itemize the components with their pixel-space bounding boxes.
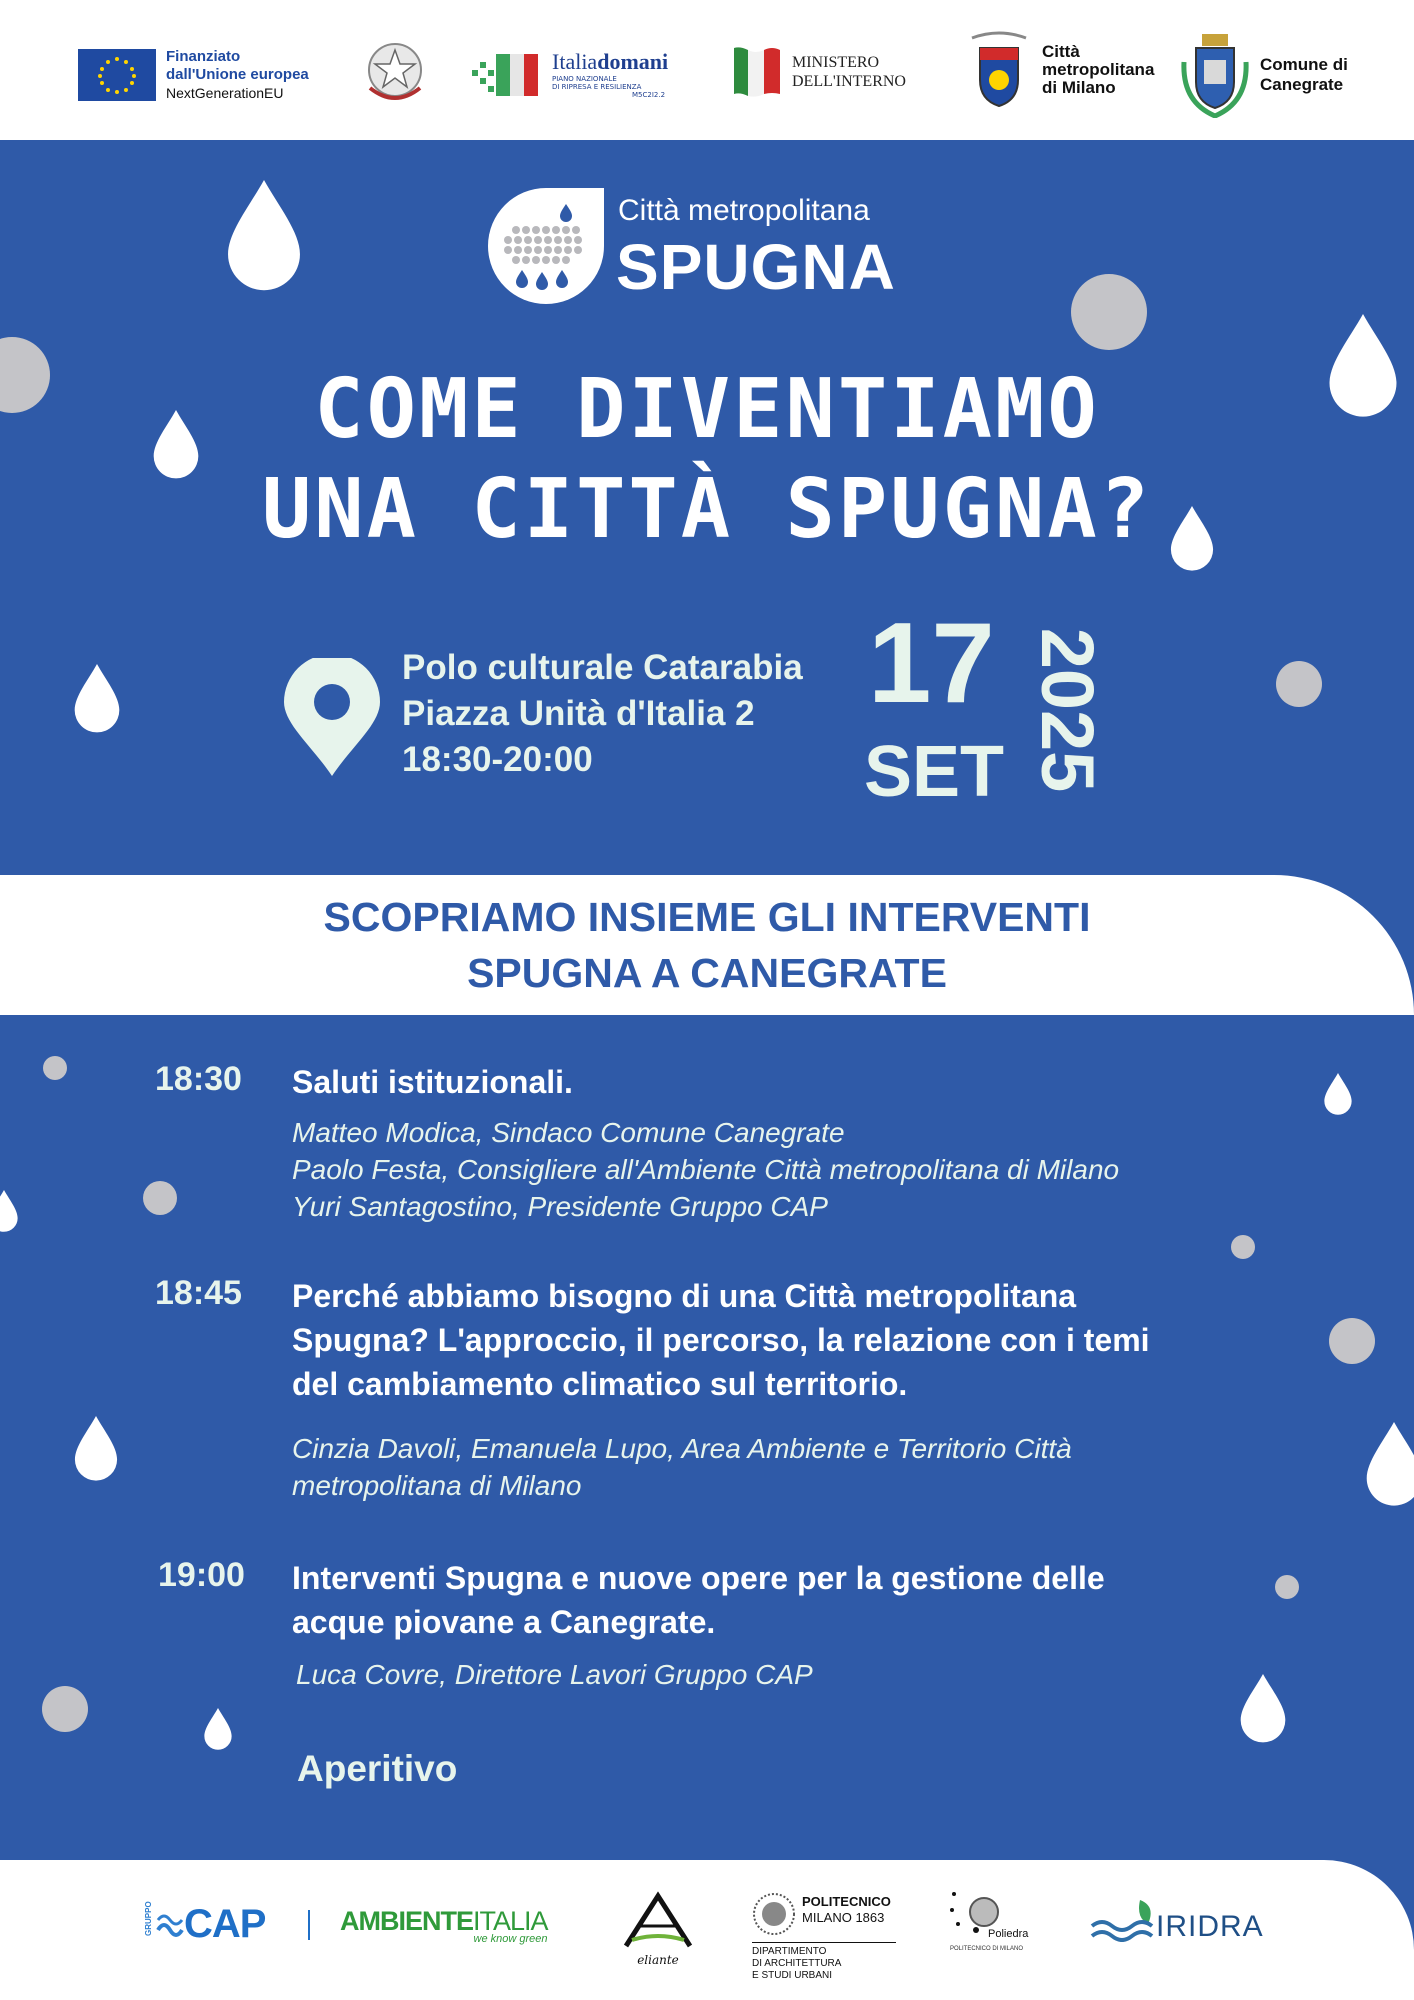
program-title [292, 1060, 1272, 1104]
speaker-line: Matteo Modica, Sindaco Comune Canegrate [292, 1117, 845, 1148]
sponge-city-icon [486, 186, 606, 306]
ambiente-name-a: AMBIENTE [340, 1906, 473, 1936]
closing-aperitivo: Aperitivo [297, 1748, 458, 1789]
ministero-line1: MINISTERO [792, 54, 880, 71]
eliante-name: eliante [637, 1953, 679, 1967]
eu-line1: Finanziato [166, 48, 241, 65]
ministero-line2: DELL'INTERNO [792, 73, 906, 90]
eliante-icon [618, 1888, 698, 1952]
polimi-seal-icon [752, 1892, 796, 1936]
italiadomani-code: M5C2I2.2 [632, 91, 666, 99]
program-speakers [296, 1656, 1276, 1693]
venue-name: Polo culturale Catarabia [402, 648, 803, 687]
event-month: SET [864, 732, 1005, 812]
iridra-name: IRIDRA [1156, 1910, 1264, 1943]
polimi-dept [752, 1946, 841, 1982]
program-title-line: del cambiamento climatico sul territorio. [292, 1366, 908, 1402]
polimi-line2: MILANO 1863 [802, 1910, 885, 1925]
event-year: 2025 [1026, 627, 1109, 793]
page-title-line1: COME DIVENTIAMO [314, 362, 1100, 457]
eu-line2: dall'Unione europea [166, 66, 309, 83]
program-title [292, 1556, 1272, 1644]
program-title [292, 1274, 1272, 1406]
italiadomani-brand-b: domani [597, 49, 669, 74]
program-time: 18:30 [155, 1060, 242, 1098]
program-title-line: Saluti istituzionali. [292, 1064, 573, 1100]
program-title-line: Perché abbiamo bisogno di una Città metropolitana [292, 1278, 1077, 1314]
program-title-line: Spugna? L'approccio, il percorso, la relazione con i temi [292, 1322, 1150, 1358]
program-title-line: Interventi Spugna e nuove opere per la gestione delle [292, 1560, 1105, 1596]
cap-wave-icon [156, 1908, 184, 1938]
ambienteitalia-logo [340, 1906, 548, 1945]
brand-line2: SPUGNA [616, 231, 896, 303]
footer-divider [308, 1910, 310, 1940]
speaker-line: Paolo Festa, Consigliere all'Ambiente Città metropolitana di Milano [292, 1154, 1120, 1185]
polimi-dept1: DIPARTIMENTO [752, 1946, 827, 1957]
poliedra-sub: POLITECNICO DI MILANO [950, 1946, 1024, 1952]
italiadomani-brand-a: Italia [552, 49, 598, 74]
comune-line1: Comune di [1260, 55, 1348, 74]
polimi-line1: POLITECNICO [802, 1894, 891, 1909]
citta-metro-line1: Città [1042, 42, 1080, 61]
cap-prefix: GRUPPO [144, 1901, 153, 1936]
program-title-line: acque piovane a Canegrate. [292, 1604, 716, 1640]
poliedra-name: Poliedra [988, 1928, 1029, 1940]
speaker-line: Cinzia Davoli, Emanuela Lupo, Area Ambiente e Territorio Città [292, 1433, 1072, 1464]
page-title-line2: UNA CITTÀ SPUGNA? [261, 462, 1153, 557]
brand-line1: Città metropolitana [618, 194, 870, 227]
ambiente-tagline: we know green [473, 1933, 548, 1945]
location-pin-icon [282, 658, 382, 778]
program-time: 19:00 [158, 1556, 245, 1594]
footer-logos [0, 1860, 1414, 2000]
spugna-brand [486, 186, 926, 306]
event-day: 17 [868, 600, 995, 727]
band-title-line1: SCOPRIAMO INSIEME GLI INTERVENTI [323, 894, 1091, 940]
eliante-logo [618, 1888, 698, 1967]
venue-address: Piazza Unità d'Italia 2 [402, 694, 755, 733]
program-speakers [292, 1430, 1272, 1504]
program-speakers [292, 1114, 1272, 1225]
polimi-dept2: DI ARCHITETTURA [752, 1958, 842, 1969]
italiadomani-sub1: PIANO NAZIONALE [552, 75, 617, 83]
speaker-line: Yuri Santagostino, Presidente Gruppo CAP [292, 1191, 828, 1222]
speaker-line: Luca Covre, Direttore Lavori Gruppo CAP [296, 1659, 813, 1690]
polimi-dept3: E STUDI URBANI [752, 1970, 833, 1981]
citta-metro-line2: metropolitana [1042, 60, 1155, 79]
cap-name: CAP [184, 1902, 266, 1946]
program-time: 18:45 [155, 1274, 242, 1312]
ambiente-name-b: ITALIA [473, 1906, 548, 1936]
citta-metro-line3: di Milano [1042, 78, 1116, 97]
speaker-line: metropolitana di Milano [292, 1470, 582, 1501]
polimi-rule [752, 1942, 896, 1943]
event-year-wrap [1027, 610, 1107, 810]
iridra-icon [1090, 1898, 1160, 1942]
event-hours: 18:30-20:00 [402, 740, 593, 779]
italiadomani-sub2: DI RIPRESA E RESILIENZA [552, 83, 642, 91]
band-title-line2: SPUGNA A CANEGRATE [467, 950, 947, 996]
comune-line2: Canegrate [1260, 75, 1344, 94]
eu-line3: NextGenerationEU [166, 85, 284, 101]
